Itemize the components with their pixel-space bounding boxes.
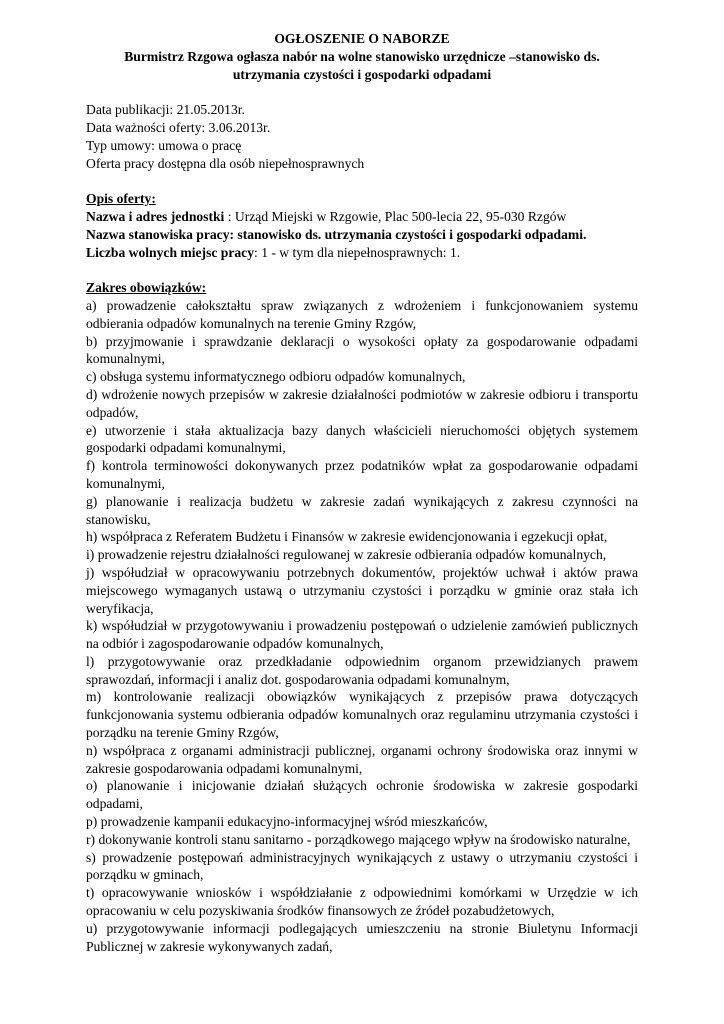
duty-item: u) przygotowywanie informacji podlegających umieszczeniu na stronie Biuletynu Informacji Publicznej w zakresie wykonywanych zadań, (86, 920, 638, 954)
duty-item: s) prowadzenie postępowań administracyjnych wynikających z ustawy o utrzymaniu czystości i porządku w gminach, (86, 849, 638, 883)
duty-item: a) prowadzenie całokształtu spraw związanych z wdrożeniem i funkcjonowaniem systemu odbierania odpadów komunalnych na terenie Gminy Rzgów, (86, 297, 638, 331)
unit-value: : Urząd Miejski w Rzgowie, Plac 500-lecia 22, 95-030 Rzgów (224, 208, 567, 224)
duty-item: l) przygotowywanie oraz przedkładanie odpowiednim organom przewidzianych prawem sprawozdań, informacji i analiz dot. gospodarowania odpadami komunalnym, (86, 653, 638, 687)
vacancies-label: Liczba wolnych miejsc pracy (86, 244, 255, 260)
duty-item: c) obsługa systemu informatycznego odbioru odpadów komunalnych, (86, 369, 466, 385)
duty-item: k) współudział w przygotowywaniu i prowadzeniu postępowań o udzielenie zamówień publicznych na odbiór i zagospodarowanie odpadów komunalnych, (86, 618, 638, 652)
offer-heading: Opis oferty: (86, 191, 156, 207)
duty-item: g) planowanie i realizacja budżetu w zakresie zadań wynikających z zakresu czynności na stanowisku, (86, 493, 638, 527)
contract-type: Typ umowy: umowa o pracę (86, 137, 242, 153)
position-line (86, 226, 638, 244)
duty-item: i) prowadzenie rejestru działalności regulowanej w zakresie odbierania odpadów komunalnych, (86, 547, 607, 563)
duty-item: r) dokonywanie kontroli stanu sanitarno - porządkowego mającego wpływ na środowisko naturalne, (86, 831, 631, 847)
unit-label: Nazwa i adres jednostki (86, 208, 225, 224)
position-value: : stanowisko ds. utrzymania czystości i gospodarki odpadami. (229, 226, 587, 242)
duty-item: f) kontrola terminowości dokonywanych przez podatników wpłat za gospodarowanie odpadami komunalnymi, (86, 458, 638, 491)
validity-date: Data ważności oferty: 3.06.2013r. (86, 119, 271, 135)
spacer (86, 172, 638, 190)
offer-section (86, 190, 638, 208)
duty-item: b) przyjmowanie i sprawdzanie deklaracji o wysokości opłaty za gospodarowanie odpadami komunalnymi, (86, 333, 638, 367)
document-subtitle-line-2: utrzymania czystości i gospodarki odpadami (232, 66, 492, 82)
publication-date: Data publikacji: 21.05.2013r. (86, 102, 245, 118)
vacancies-line (86, 244, 638, 262)
duty-item: p) prowadzenie kampanii edukacyjno-informacyjnej wśród mieszkańców, (86, 814, 488, 830)
duties-heading: Zakres obowiązków: (86, 280, 207, 296)
duty-item: m) kontrolowanie realizacji obowiązków wynikających z przepisów prawa dotyczących funkcjonowania systemu odbierania odpadów komunalnych oraz regulaminu utrzymania czystości i porządku na terenie Gminy Rzgów, (86, 689, 638, 741)
spacer (86, 261, 638, 279)
duties-section (86, 279, 638, 297)
duty-item: o) planowanie i inicjowanie działań służących ochronie środowiska w zakresie gospodarki odpadami, (86, 778, 638, 812)
duty-item: t) opracowywanie wniosków i współdziałanie z odpowiednimi komórkami w Urzędzie w ich opracowaniu w celu pozyskiwania środków finansowych ze źródeł pozabudżetowych, (86, 885, 638, 919)
position-label: Nazwa stanowiska pracy (86, 226, 230, 242)
document-subtitle-line-1: Burmistrz Rzgowa ogłasza nabór na wolne stanowisko urzędnicze –stanowisko ds. (124, 48, 600, 64)
duty-item: h) współpraca z Referatem Budżetu i Finansów w zakresie ewidencjonowania i egzekucji opłat, (86, 529, 608, 545)
duty-item: e) utworzenie i stała aktualizacja bazy danych właścicieli nieruchomości objętych systemem gospodarki odpadami komunalnymi, (86, 422, 638, 456)
duty-item: d) wdrożenie nowych przepisów w zakresie działalności podmiotów w zakresie odbioru i transportu odpadów, (86, 386, 638, 420)
document-title: OGŁOSZENIE O NABORZE (274, 31, 450, 46)
duty-item: n) współpraca z organami administracji publicznej, organami ochrony środowiska oraz innymi w zakresie gospodarowania odpadami komunalnymi, (86, 742, 638, 776)
vacancies-value: : 1 - w tym dla niepełnosprawnych: 1. (254, 244, 461, 260)
spacer (86, 83, 638, 101)
duties-list (86, 297, 638, 955)
disabled-access-note: Oferta pracy dostępna dla osób niepełnosprawnych (86, 155, 365, 171)
unit-line (86, 208, 638, 226)
duty-item: j) współudział w opracowywaniu potrzebnych dokumentów, projektów uchwał i aktów prawa miejscowego wymaganych ustawą o utrzymaniu czystości i porządku w gminie oraz stała ich weryfikacja, (86, 564, 638, 616)
